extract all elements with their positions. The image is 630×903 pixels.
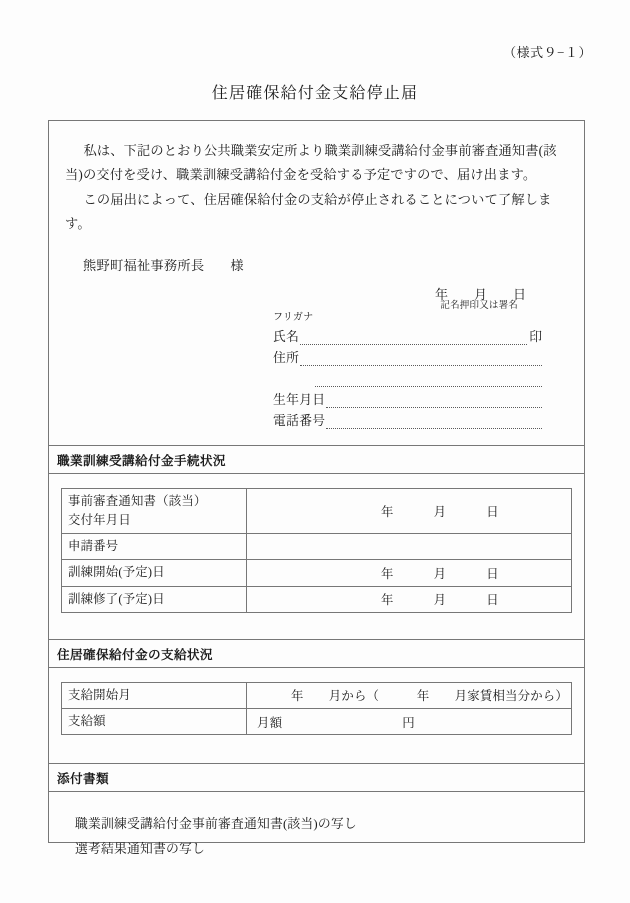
- attachments-list: [49, 792, 584, 861]
- list-item: 職業訓練受講給付金事前審査通知書(該当)の写し: [75, 817, 357, 832]
- table-row: [62, 709, 572, 735]
- addressee-line: [83, 255, 584, 274]
- amount-unit: 円: [402, 715, 415, 730]
- day-label: 日: [486, 566, 499, 581]
- spacer-3: [49, 613, 584, 639]
- notice-label-line2: 交付年月日: [68, 512, 131, 527]
- date-month-label: 月: [473, 286, 487, 302]
- address-input-line-2[interactable]: [315, 370, 542, 387]
- form-number: （様式９−１）: [503, 45, 592, 60]
- address-field-row-2: [273, 368, 542, 389]
- benefit-table-wrap: [49, 682, 584, 735]
- page-title: 住居確保給付金支給停止届: [211, 85, 419, 102]
- phone-input-line[interactable]: [326, 412, 542, 429]
- address-field-row: [273, 347, 542, 368]
- seal-mark: 印: [529, 329, 542, 344]
- cell-training-start-label: 訓練開始(予定)日: [62, 560, 247, 586]
- cell-application-number-label: 申請番号: [62, 534, 247, 560]
- cell-amount-label: 支給額: [62, 709, 247, 735]
- birthdate-label: 生年月日: [273, 392, 326, 407]
- month-label: 月: [433, 504, 447, 519]
- day-label: 日: [486, 593, 499, 608]
- name-label: 氏名: [273, 329, 300, 344]
- address-label: 住所: [273, 350, 300, 365]
- day-label: 日: [486, 504, 499, 519]
- start-month-template: 年 月から（ 年 月家賃相当分から）: [291, 689, 568, 704]
- statement-block: [49, 121, 584, 237]
- furigana-label: フリガナ: [273, 311, 314, 323]
- form-frame: [48, 120, 585, 856]
- cell-notice-date-label: [62, 488, 247, 533]
- table-row: [62, 534, 572, 560]
- cell-start-month-label: 支給開始月: [62, 682, 247, 708]
- phone-label: 電話番号: [273, 413, 326, 428]
- year-label: 年: [381, 504, 394, 519]
- notice-label-line1: 事前審査通知書（該当）: [68, 493, 207, 508]
- spacer-4: [49, 668, 584, 682]
- phone-field-row: [273, 410, 542, 431]
- spacer-2: [49, 474, 584, 488]
- cell-notice-date-value[interactable]: [247, 488, 572, 533]
- training-table: [61, 488, 572, 613]
- statement-paragraph-1: 私は、下記のとおり公共職業安定所より職業訓練受講給付金事前審査通知書(該当)の交付を受け、職業訓練受講給付金を受給する予定ですので、届け出ます。: [65, 143, 557, 183]
- date-day-label: 日: [512, 286, 526, 302]
- table-row: [62, 488, 572, 533]
- date-year-label: 年: [434, 286, 448, 302]
- year-label: 年: [381, 593, 394, 608]
- year-label: 年: [381, 566, 394, 581]
- address-input-line[interactable]: [300, 349, 542, 366]
- addressee-honorific: 様: [230, 257, 244, 273]
- amount-prefix: 月額: [257, 715, 283, 730]
- cell-training-end-label: 訓練修了(予定)日: [62, 586, 247, 612]
- training-table-wrap: [49, 488, 584, 613]
- ymd-group: [253, 564, 499, 582]
- table-row: [62, 586, 572, 612]
- cell-start-month-value[interactable]: [247, 682, 572, 708]
- ymd-group: [253, 502, 499, 520]
- cell-training-start-value[interactable]: [247, 560, 572, 586]
- birthdate-input-line[interactable]: [326, 391, 542, 408]
- section-heading-benefit: 住居確保給付金の支給状況: [49, 639, 584, 668]
- name-field-row: [273, 326, 542, 347]
- section-heading-training: 職業訓練受講給付金手続状況: [49, 445, 584, 474]
- section-heading-attachments: 添付書類: [49, 763, 584, 792]
- cell-training-end-value[interactable]: [247, 586, 572, 612]
- benefit-table: [61, 682, 572, 735]
- ymd-group: [253, 590, 499, 608]
- signature-block: [49, 297, 584, 431]
- amount-group: [253, 713, 415, 731]
- addressee-office: 熊野町福祉事務所長: [83, 257, 205, 273]
- table-row: [62, 560, 572, 586]
- list-item: 選考結果通知書の写し: [75, 841, 205, 856]
- spacer-1: [49, 431, 584, 445]
- cell-amount-value[interactable]: [247, 709, 572, 735]
- name-input-line[interactable]: [300, 328, 527, 345]
- spacer-5: [49, 735, 584, 763]
- seal-note: 記名押印又は署名: [440, 300, 518, 311]
- statement-paragraph-2: この届出によって、住居確保給付金の支給が停止されることについて了解します。: [65, 191, 552, 232]
- table-row: [62, 682, 572, 708]
- birthdate-field-row: [273, 389, 542, 410]
- cell-application-number-value[interactable]: [247, 534, 572, 560]
- month-label: 月: [433, 566, 447, 581]
- month-label: 月: [433, 593, 447, 608]
